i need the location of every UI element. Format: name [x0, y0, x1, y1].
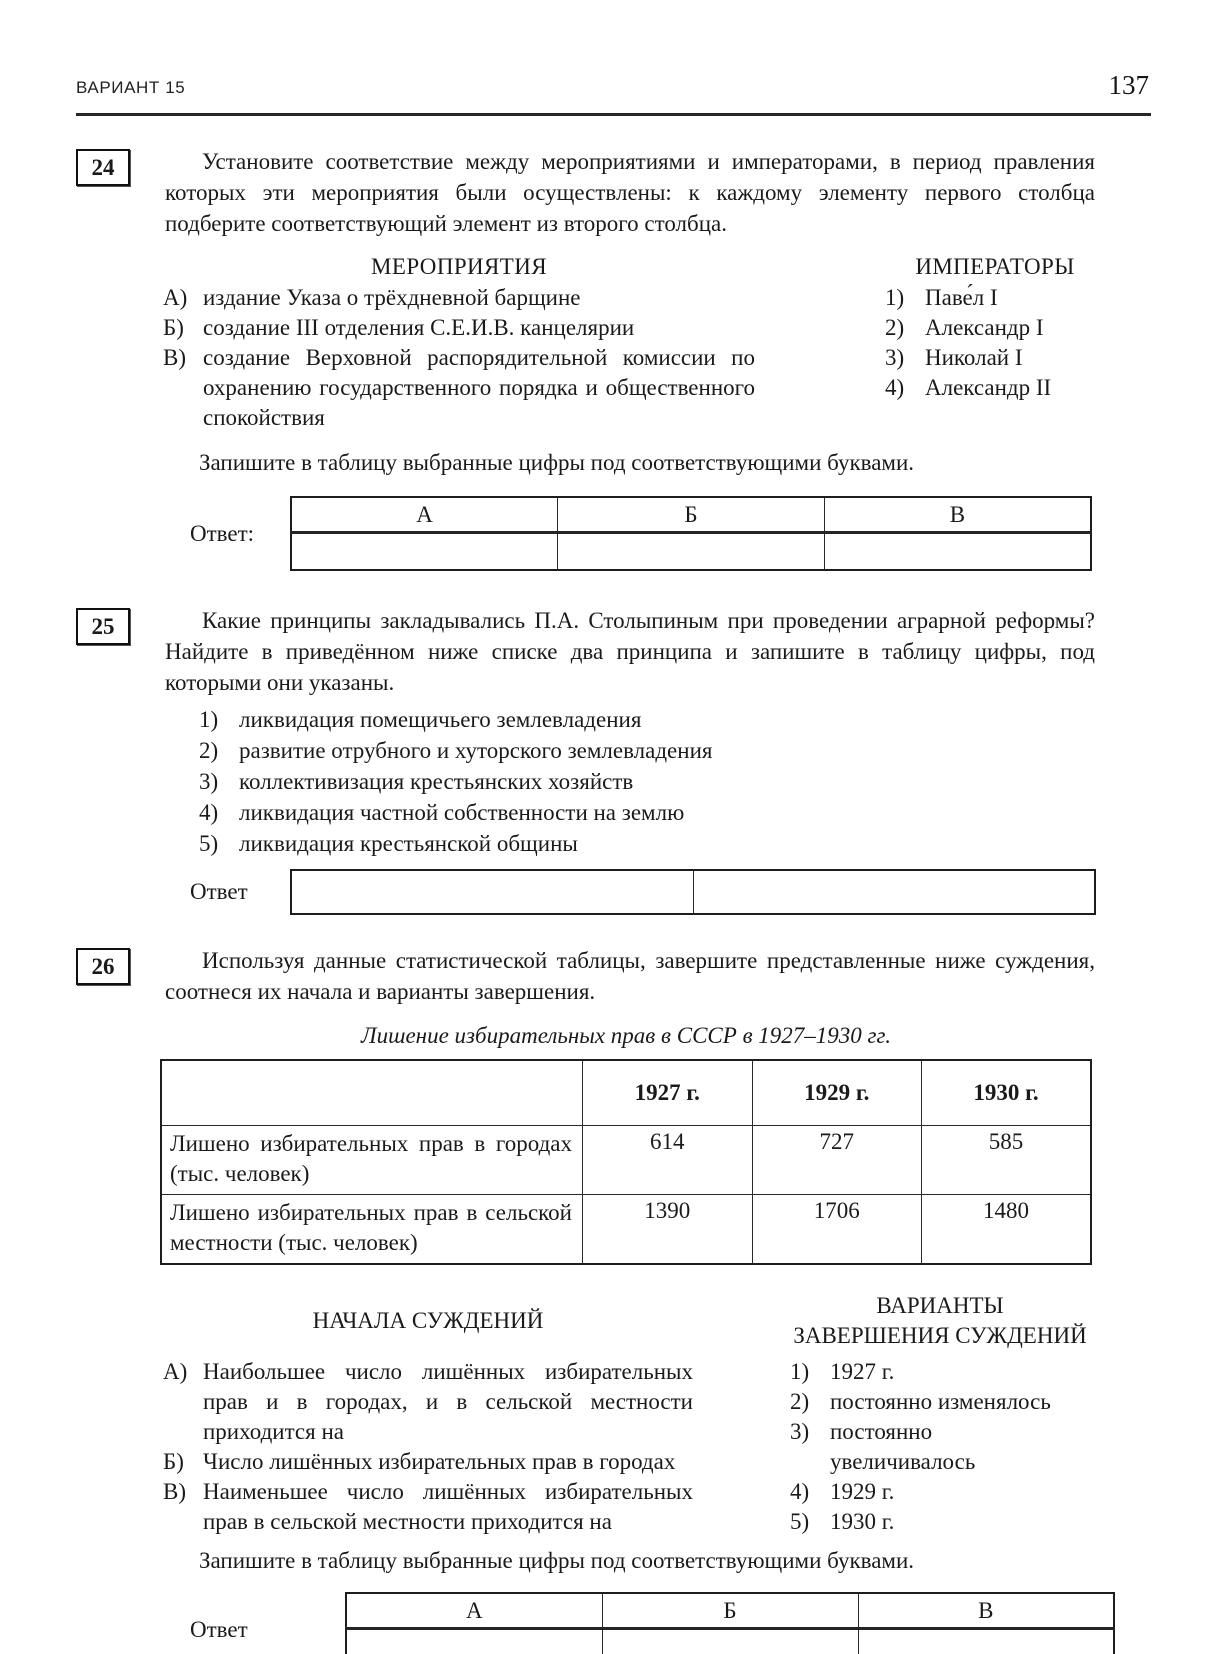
list-item	[163, 1357, 693, 1447]
question-24-matching	[163, 251, 1229, 433]
option-text: развитие отрубного и хуторского землевладения	[239, 738, 713, 763]
item-text: создание III отделения С.Е.И.В. канцелярии	[203, 315, 635, 340]
option-item	[199, 704, 1229, 735]
item-label: 3)	[885, 345, 905, 370]
item-text: 1927 г.	[830, 1359, 895, 1384]
stat-row	[161, 1126, 1091, 1195]
endings-heading	[790, 1291, 1090, 1351]
option-text: ликвидация помещичьего землевладения	[239, 707, 642, 732]
emperors-heading: ИМПЕРАТОРЫ	[915, 254, 1075, 279]
stat-value: 614	[583, 1126, 753, 1195]
option-text: коллективизация крестьянских хозяйств	[239, 769, 634, 794]
question-25	[76, 605, 1151, 698]
endings-column	[790, 1357, 1090, 1537]
answer-header-row	[291, 497, 1091, 533]
option-label: 5)	[199, 831, 219, 856]
answer-cell	[558, 533, 825, 571]
answer-input-row	[291, 533, 1091, 571]
question-24-answer	[190, 496, 1229, 571]
item-text: постоянно изменялось	[830, 1389, 1051, 1414]
item-text: Паве́л I	[925, 285, 998, 310]
write-instruction: Запишите в таблицу выбранные цифры под соответствующими буквами.	[199, 1548, 915, 1573]
stat-row-label: Лишено избирательных прав в городах (тыс. человек)	[161, 1126, 583, 1195]
question-24	[76, 146, 1151, 239]
question-25-options	[199, 704, 1229, 859]
item-label: 1)	[790, 1359, 810, 1384]
judgements-headings	[163, 1291, 1229, 1351]
item-text: создание Верховной распорядительной комиссии по охранению государственного порядка и общественного спокойствия	[203, 345, 755, 430]
item-text: Николай I	[925, 345, 1023, 370]
item-text: Наименьшее число лишённых избирательных прав в сельской местности приходится на	[203, 1479, 693, 1534]
item-text: Наибольшее число лишённых избирательных прав и в городах, и в сельской местности приходится на	[203, 1359, 693, 1444]
answer-cell	[858, 1629, 1114, 1654]
list-item	[790, 1477, 1090, 1507]
beginnings-column	[163, 1357, 693, 1537]
item-text: Александр II	[925, 375, 1052, 400]
events-column	[163, 251, 755, 433]
option-text: ликвидация крестьянской общины	[239, 831, 578, 856]
beginnings-heading: НАЧАЛА СУЖДЕНИЙ	[312, 1308, 544, 1333]
item-text: Число лишённых избирательных прав в городах	[203, 1449, 676, 1474]
item-label: 3)	[790, 1419, 810, 1444]
endings-heading-line2: ЗАВЕРШЕНИЯ СУЖДЕНИЙ	[793, 1323, 1087, 1348]
stat-table	[160, 1059, 1092, 1265]
stat-value: 585	[922, 1126, 1092, 1195]
list-item	[885, 283, 1105, 313]
item-label: А)	[163, 285, 188, 310]
stat-value: 1390	[583, 1195, 753, 1265]
stat-header-row	[161, 1060, 1091, 1126]
answer-col-v: В	[824, 497, 1091, 533]
answer-cell	[824, 533, 1091, 571]
list-item	[163, 283, 755, 313]
item-label: А)	[163, 1359, 188, 1384]
item-label: 5)	[790, 1509, 810, 1534]
item-text: Александр I	[925, 315, 1044, 340]
list-item	[163, 1477, 693, 1537]
answer-col-b: Б	[558, 497, 825, 533]
item-text: 1930 г.	[830, 1509, 895, 1534]
stat-table-title: Лишение избирательных прав в СССР в 1927–1930 гг.	[361, 1023, 891, 1048]
item-text: 1929 г.	[830, 1479, 895, 1504]
variant-label: ВАРИАНТ 15	[76, 78, 186, 97]
item-label: В)	[163, 345, 186, 370]
stat-year-header: 1930 г.	[922, 1060, 1092, 1126]
emperors-column	[885, 251, 1105, 433]
answer-col-b: Б	[602, 1593, 858, 1629]
option-item	[199, 828, 1229, 859]
answer-cell	[602, 1629, 858, 1654]
list-item	[163, 343, 755, 433]
item-label: 1)	[885, 285, 905, 310]
answer-table	[345, 1592, 1115, 1654]
stat-year-header: 1929 г.	[752, 1060, 922, 1126]
list-item	[790, 1417, 1090, 1477]
stat-value: 1480	[922, 1195, 1092, 1265]
option-item	[199, 735, 1229, 766]
item-label: 4)	[885, 375, 905, 400]
page-number: 137	[1108, 70, 1149, 100]
events-heading: МЕРОПРИЯТИЯ	[371, 254, 547, 279]
stat-value: 1706	[752, 1195, 922, 1265]
answer-header-row	[346, 1593, 1114, 1629]
option-item	[199, 797, 1229, 828]
header-rule	[76, 113, 1151, 116]
judgements-columns	[163, 1357, 1229, 1537]
question-26-number-box: 26	[76, 948, 130, 985]
answer-table	[290, 496, 1092, 571]
answer-cell	[346, 1629, 602, 1654]
list-item	[790, 1357, 1090, 1387]
stat-value: 727	[752, 1126, 922, 1195]
stat-row-label: Лишено избирательных прав в сельской местности (тыс. человек)	[161, 1195, 583, 1265]
write-instruction: Запишите в таблицу выбранные цифры под соответствующими буквами.	[199, 450, 915, 475]
item-text: издание Указа о трёхдневной барщине	[203, 285, 581, 310]
option-label: 4)	[199, 800, 219, 825]
option-label: 2)	[199, 738, 219, 763]
answer-input-row	[346, 1629, 1114, 1654]
option-item	[199, 766, 1229, 797]
list-item	[790, 1507, 1090, 1537]
answer-cell	[291, 533, 558, 571]
question-26-intro: Используя данные статистической таблицы, завершите представленные ниже суждения, соотнеся их начала и варианты завершения.	[165, 948, 1095, 1004]
answer-col-a: А	[346, 1593, 602, 1629]
list-item	[790, 1387, 1090, 1417]
question-25-intro: Какие принципы закладывались П.А. Столыпиным при проведении аграрной реформы? Найдите в приведённом ниже списке два принципа и запишите в таблицу цифры, под которыми они указаны.	[165, 608, 1095, 695]
endings-heading-line1: ВАРИАНТЫ	[876, 1293, 1004, 1318]
item-label: В)	[163, 1479, 186, 1504]
stat-row	[161, 1195, 1091, 1265]
list-item	[163, 313, 755, 343]
answer-cell	[694, 871, 1095, 913]
answer-label: Ответ	[190, 1616, 248, 1642]
item-label: Б)	[163, 1449, 184, 1474]
list-item	[885, 343, 1105, 373]
question-24-intro: Установите соответствие между мероприятиями и императорами, в период правления которых эти мероприятия были осуществлены: к каждому элементу первого столбца подберите соответствующий элемент из второго столбца.	[165, 149, 1095, 236]
item-text: постоянно увеличивалось	[830, 1419, 976, 1474]
question-25-answer	[190, 869, 1229, 915]
question-25-number-box: 25	[76, 608, 130, 645]
item-label: Б)	[163, 315, 184, 340]
answer-label: Ответ:	[190, 520, 255, 546]
question-24-number-box: 24	[76, 149, 130, 186]
option-label: 1)	[199, 707, 219, 732]
question-26-answer	[190, 1592, 1229, 1654]
list-item	[885, 373, 1105, 403]
answer-box	[290, 869, 1096, 915]
answer-cell	[292, 871, 694, 913]
item-label: 2)	[885, 315, 905, 340]
item-label: 4)	[790, 1479, 810, 1504]
item-label: 2)	[790, 1389, 810, 1414]
answer-col-v: В	[858, 1593, 1114, 1629]
option-label: 3)	[199, 769, 219, 794]
answer-col-a: А	[291, 497, 558, 533]
list-item	[163, 1447, 693, 1477]
page-header	[76, 0, 1149, 101]
option-text: ликвидация частной собственности на землю	[239, 800, 685, 825]
stat-corner-cell	[161, 1060, 583, 1126]
question-26	[76, 945, 1151, 1007]
list-item	[885, 313, 1105, 343]
stat-year-header: 1927 г.	[583, 1060, 753, 1126]
answer-label: Ответ	[190, 879, 248, 904]
